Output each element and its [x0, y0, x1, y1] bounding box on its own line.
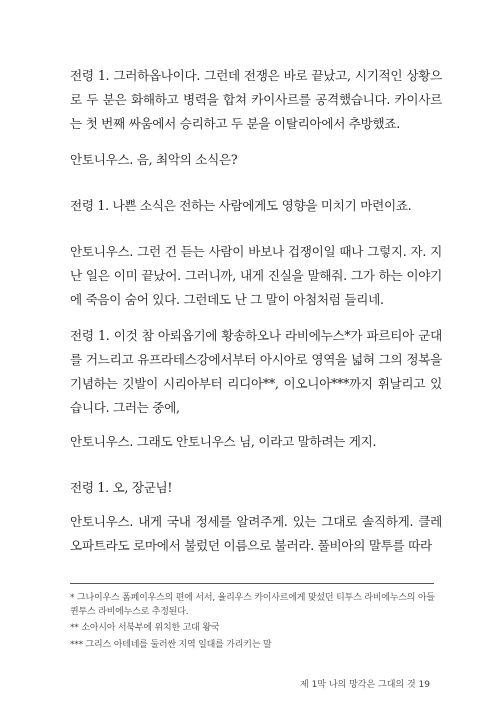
paragraph-antonius-4: 안토니우스. 내게 국내 정세를 알려주게. 있는 그대로 솔직하게. 클레오파트라도 로마에서 불렀던 이름으로 불러라. 풀비아의 말투를 따라 — [70, 514, 442, 553]
footnote-2: ** 소아시아 서북부에 위치한 고대 왕국 — [70, 623, 220, 633]
paragraph-antonius-3: 안토니우스. 그래도 안토니우스 님, 이라고 말하려는 게지. — [70, 434, 377, 449]
running-head-page-number: 제 1막 나의 망각은 그대의 것 19 — [300, 680, 430, 690]
paragraph-messenger-1: 전령 1. 그러하옵나이다. 그런데 전쟁은 바로 끝났고, 시기적인 상황으로 두 분은 화해하고 병력을 합쳐 카이사르를 공격했습니다. 카이사르는 첫 번째 싸움에서 승리하고 두 분을 이탈리아에서 추방했죠. — [70, 68, 442, 131]
footnote-1: * 그나이우스 폼페이우스의 편에 서서, 율리우스 카이사르에게 맞섰던 티투스 라비에누스의 아들 퀸투스 라비에누스로 추정된다. — [70, 593, 435, 617]
footnote-3: *** 그리스 아테네를 둘러싼 지역 일대를 가리키는 말 — [70, 640, 272, 650]
footnote-divider — [70, 583, 434, 584]
paragraph-messenger-3: 전령 1. 이것 참 아뢰옵기에 황송하오나 라비에누스*가 파르티아 군대를 거느리고 유프라테스강에서부터 아시아로 영역을 넓혀 그의 정복을 기념하는 깃발이 시리아부터 리디아**, 이오니아***까지 휘날리고 있습니다. 그러는 중에, — [70, 328, 442, 415]
paragraph-messenger-2: 전령 1. 나쁜 소식은 전하는 사람에게도 영향을 미치기 마련이죠. — [70, 198, 412, 213]
paragraph-messenger-4: 전령 1. 오, 장군님! — [70, 480, 173, 495]
paragraph-antonius-1: 안토니우스. 음, 최악의 소식은? — [70, 152, 238, 167]
paragraph-antonius-2: 안토니우스. 그런 건 듣는 사람이 바보나 겁쟁이일 때나 그렇지. 자. 지난 일은 이미 끝났어. 그러니까, 내게 진실을 말해줘. 그가 하는 이야기에 죽음이 숨어 있다. 그런데도 난 그 말이 아첨처럼 들리네. — [70, 244, 442, 307]
